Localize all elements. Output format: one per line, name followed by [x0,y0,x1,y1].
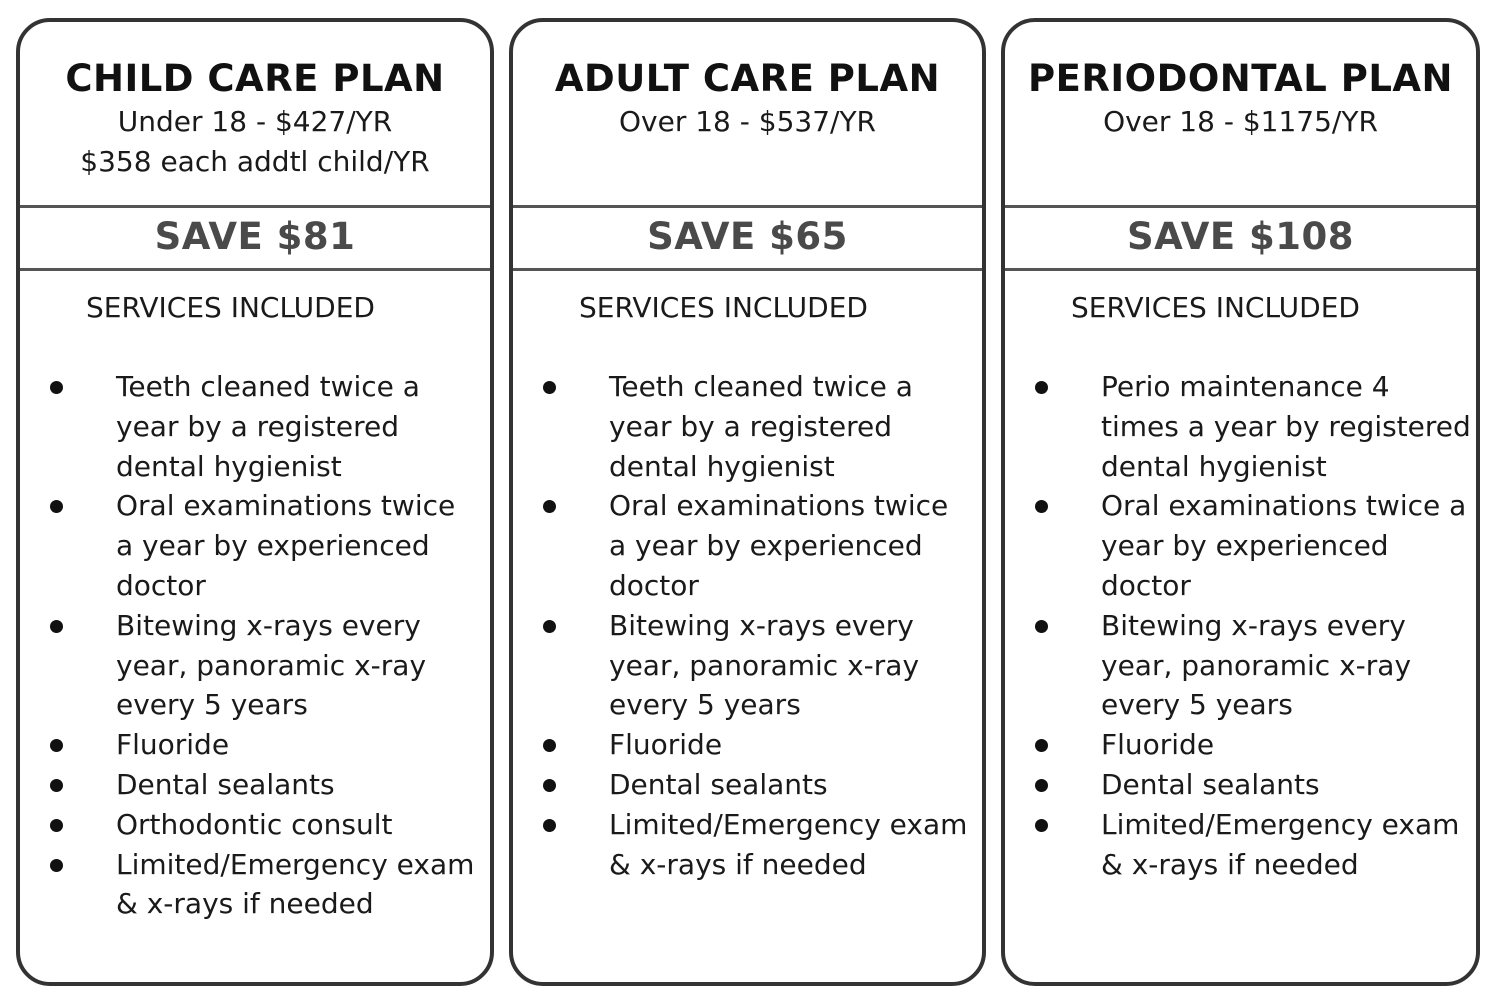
service-text: Fluoride [1101,728,1215,762]
bullet-icon [543,779,556,792]
service-text: Teeth cleaned twice a year by a registered dental hygienist [609,370,913,483]
service-item [20,725,490,765]
service-text: Bitewing x-rays every year, panoramic x-ray every 5 years [1101,608,1412,722]
service-item [20,805,490,845]
service-text: Perio maintenance 4 times a year by registered dental hygienist [1101,370,1471,483]
bullet-icon [1035,500,1048,513]
service-item [513,765,982,805]
bullet-icon [543,819,556,832]
service-text: Orthodontic consult [116,807,393,841]
service-text: Dental sealants [609,767,828,801]
service-text: Oral examinations twice a year by experienced doctor [609,489,949,602]
service-text: Fluoride [609,728,723,762]
service-item [1005,725,1476,765]
bullet-icon [50,620,63,633]
service-text: Limited/Emergency exam & x-rays if needed [1101,807,1460,881]
services-heading: SERVICES INCLUDED [579,291,868,324]
service-text: Oral examinations twice a year by experienced doctor [116,489,456,602]
service-item [1005,486,1476,605]
service-item [1005,805,1476,885]
service-text: Bitewing x-rays every year, panoramic x-ray every 5 years [116,608,427,722]
service-text: Dental sealants [116,767,335,801]
plan-savings: SAVE $81 [20,208,490,271]
plan-price: Over 18 - $1175/YR [1103,105,1378,138]
service-item [20,606,490,725]
plan-card-periodontal [1001,18,1480,986]
plan-header [20,22,490,208]
service-item [20,486,490,605]
bullet-icon [543,381,556,394]
services-heading: SERVICES INCLUDED [1071,291,1360,324]
bullet-icon [543,739,556,752]
service-text: Limited/Emergency exam & x-rays if needed [609,807,968,881]
bullet-icon [543,620,556,633]
plan-price-addtl: $358 each addtl child/YR [80,145,430,178]
service-text: Dental sealants [1101,767,1320,801]
plan-savings: SAVE $65 [513,208,982,271]
plan-title: PERIODONTAL PLAN [1028,57,1453,100]
service-item [513,606,982,725]
service-item [1005,606,1476,725]
plan-savings: SAVE $108 [1005,208,1476,271]
service-item [20,367,490,486]
service-text: Oral examinations twice a year by experienced doctor [1101,489,1467,602]
bullet-icon [1035,779,1048,792]
plan-title: CHILD CARE PLAN [65,57,445,100]
service-text: Teeth cleaned twice a year by a registered dental hygienist [116,370,420,483]
plan-price: Over 18 - $537/YR [618,105,877,138]
service-item [20,845,490,925]
services-heading: SERVICES INCLUDED [86,291,375,324]
services-list [513,367,982,884]
bullet-icon [50,819,63,832]
plan-card-child-care [16,18,494,986]
service-item [20,765,490,805]
plan-title: ADULT CARE PLAN [554,57,941,100]
bullet-icon [1035,620,1048,633]
bullet-icon [50,739,63,752]
plan-price: Under 18 - $427/YR [117,105,393,138]
bullet-icon [1035,381,1048,394]
service-item [513,367,982,486]
bullet-icon [50,500,63,513]
bullet-icon [543,500,556,513]
plan-card-adult-care [509,18,986,986]
service-item [1005,367,1476,486]
bullet-icon [50,779,63,792]
service-text: Fluoride [116,728,230,762]
service-text: Bitewing x-rays every year, panoramic x-ray every 5 years [609,608,920,722]
plan-header [513,22,982,208]
service-item [513,486,982,605]
service-item [513,725,982,765]
bullet-icon [50,381,63,394]
bullet-icon [1035,819,1048,832]
services-list [20,367,490,924]
bullet-icon [50,859,63,872]
services-list [1005,367,1476,884]
service-text: Limited/Emergency exam & x-rays if needed [116,847,475,921]
bullet-icon [1035,739,1048,752]
service-item [513,805,982,885]
plan-header [1005,22,1476,208]
service-item [1005,765,1476,805]
